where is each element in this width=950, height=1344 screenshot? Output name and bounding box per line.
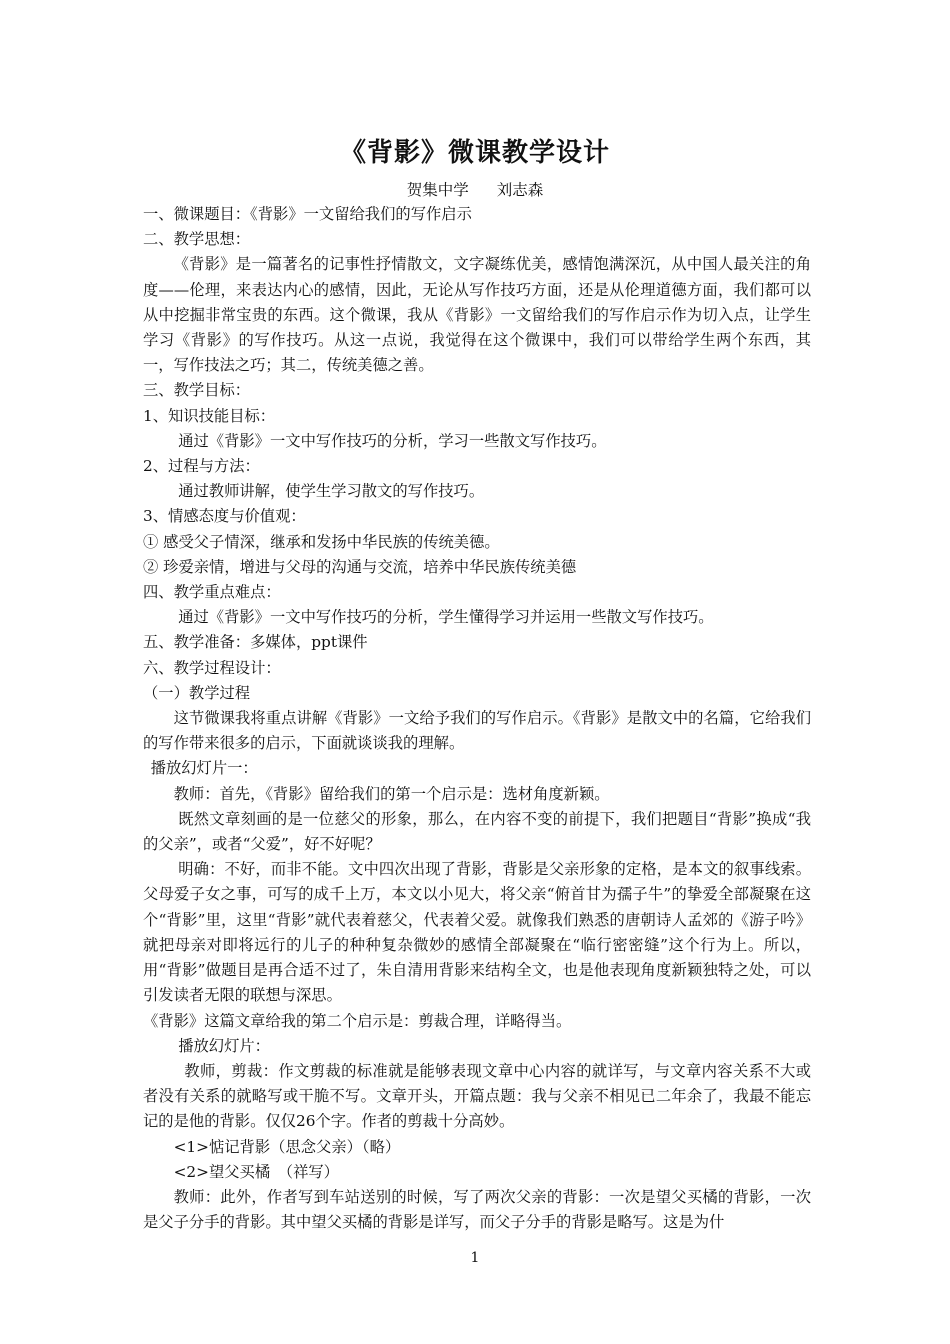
section-heading: 五、教学准备：多媒体，ppt课件 bbox=[143, 633, 368, 652]
paragraph: <1>惦记背影（思念父亲）（略） bbox=[173, 1137, 401, 1156]
list-item: ① 感受父子情深，继承和发扬中华民族的传统美德。 bbox=[143, 532, 500, 551]
paragraph: 播放幻灯片： bbox=[178, 1036, 270, 1055]
subsection-heading: 2、过程与方法： bbox=[143, 457, 260, 476]
author-name: 刘志森 bbox=[496, 181, 544, 199]
paragraph: 通过教师讲解，使学生学习散文的写作技巧。 bbox=[178, 482, 485, 501]
paragraph: 《背影》这篇文章给我的第二个启示是：剪裁合理，详略得当。 bbox=[143, 1011, 572, 1030]
subsection-heading: （一）教学过程 bbox=[143, 683, 251, 702]
section-heading: 四、教学重点难点： bbox=[143, 583, 281, 602]
page-number: 1 bbox=[470, 1250, 480, 1266]
paragraph: 教师：此外，作者写到车站送别的时候，写了两次父亲的背影：一次是望父买橘的背影，一次是父子分手的背影。其中望父买橘的背影是详写，而父子分手的背影是略写。这是为什 bbox=[143, 1187, 811, 1232]
paragraph: 通过《背影》一文中写作技巧的分析，学习一些散文写作技巧。 bbox=[178, 431, 607, 450]
school-name: 贺集中学 bbox=[406, 181, 469, 199]
paragraph: 教师，剪裁：作文剪裁的标准就是能够表现文章中心内容的就详写，与文章内容关系不大或者没有关系的就略写或干脆不写。文章开头，开篇点题：我与父亲不相见已二年余了，我最不能忘记的是他的背影。仅仅26个字。作者的剪裁十分高妙。 bbox=[143, 1061, 811, 1131]
paragraph: <2>望父买橘 （祥写） bbox=[173, 1162, 339, 1181]
subsection-heading: 3、情感态度与价值观： bbox=[143, 507, 306, 526]
paragraph: 这节微课我将重点讲解《背影》一文给予我们的写作启示。《背影》是散文中的名篇，它给我们的写作带来很多的启示，下面就谈谈我的理解。 bbox=[143, 709, 811, 753]
section-heading: 二、教学思想： bbox=[143, 230, 251, 249]
list-item: ② 珍爱亲情，增进与父母的沟通与交流，培养中华民族传统美德 bbox=[143, 557, 577, 576]
paragraph: 既然文章刻画的是一位慈父的形象，那么，在内容不变的前提下，我们把题目“背影”换成“我的父亲”，或者“父爱”，好不好呢？ bbox=[143, 809, 811, 854]
author-line bbox=[0, 178, 950, 200]
paragraph: 教师：首先，《背影》留给我们的第一个启示是：选材角度新颖。 bbox=[173, 784, 610, 803]
paragraph: 明确：不好，而非不能。文中四次出现了背影，背影是父亲形象的定格，是本文的叙事线索。父母爱子女之事，可写的成千上万，本文以小见大，将父亲“俯首甘为孺子牛”的挚爱全部凝聚在这个“背影”里，这里“背影”就代表着慈父，代表着父爱。就像我们熟悉的唐朝诗人孟郊的《游子吟》就把母亲对即将远行的儿子的种种复杂微妙的感情全部凝聚在“临行密密缝”这个行为上。所以，用“背影”做题目是再合适不过了，朱自清用背影来结构全文，也是他表现角度新颖独特之处，可以引发读者无限的联想与深思。 bbox=[143, 860, 811, 1005]
paragraph: 《背影》是一篇著名的记事性抒情散文，文字凝练优美，感情饱满深沉，从中国人最关注的角度——伦理，来表达内心的感情，因此，无论从写作技巧方面，还是从伦理道德方面，我们都可以从中挖掘非常宝贵的东西。这个微课，我从《背影》一文留给我们的写作启示作为切入点，让学生学习《背影》的写作技巧。从这一点说，我觉得在这个微课中，我们可以带给学生两个东西，其一，写作技法之巧；其二，传统美德之善。 bbox=[143, 255, 811, 375]
paragraph: 通过《背影》一文中写作技巧的分析，学生懂得学习并运用一些散文写作技巧。 bbox=[178, 608, 714, 627]
subsection-heading: 1、知识技能目标： bbox=[143, 406, 276, 425]
section-heading: 三、教学目标： bbox=[143, 381, 251, 400]
document-body bbox=[143, 202, 811, 1235]
paragraph: 播放幻灯片一： bbox=[150, 759, 258, 778]
section-heading: 一、微课题目：《背影》一文留给我们的写作启示 bbox=[143, 205, 472, 223]
document-title: 《背影》微课教学设计 bbox=[339, 138, 610, 168]
section-heading: 六、教学过程设计： bbox=[143, 658, 281, 677]
